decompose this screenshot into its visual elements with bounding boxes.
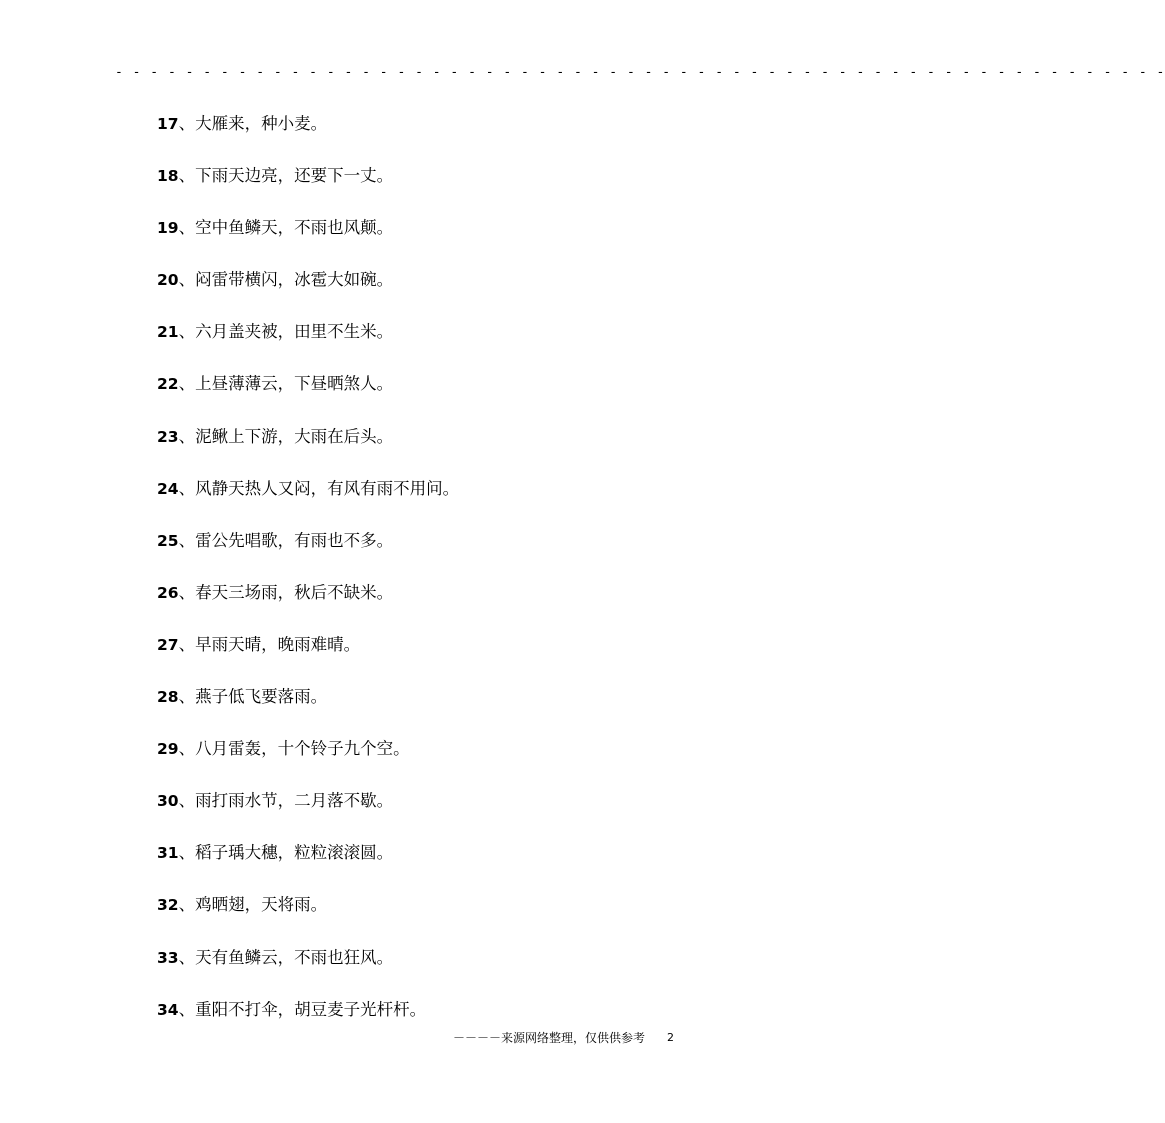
item-separator: 、 xyxy=(178,270,196,290)
item-separator: 、 xyxy=(178,999,196,1019)
item-number: 33 xyxy=(157,948,179,967)
item-text: 燕子低飞要落雨。 xyxy=(195,687,328,707)
item-number: 32 xyxy=(157,896,179,915)
item-number: 30 xyxy=(157,792,179,811)
item-text: 雷公先唱歌，有雨也不多。 xyxy=(195,530,394,550)
item-separator: 、 xyxy=(178,166,196,186)
item-number: 26 xyxy=(157,583,179,602)
item-separator: 、 xyxy=(178,426,196,446)
item-text: 雨打雨水节，二月落不歇。 xyxy=(195,791,394,811)
item-number: 24 xyxy=(157,479,179,498)
proverb-list xyxy=(157,111,677,1049)
item-text: 重阳不打伞，胡豆麦子光杆杆。 xyxy=(195,999,427,1019)
item-text: 闷雷带横闪，冰雹大如碗。 xyxy=(195,270,394,290)
page-number: 2 xyxy=(667,1031,674,1044)
list-item xyxy=(157,840,677,892)
list-item xyxy=(157,684,677,736)
item-separator: 、 xyxy=(178,634,196,654)
page-footer xyxy=(453,1028,683,1048)
item-number: 20 xyxy=(157,271,179,290)
item-separator: 、 xyxy=(178,947,196,967)
item-text: 下雨天边亮，还要下一丈。 xyxy=(195,166,394,186)
list-item xyxy=(157,528,677,580)
item-separator: 、 xyxy=(178,478,196,498)
item-separator: 、 xyxy=(178,374,196,394)
list-item xyxy=(157,267,677,319)
item-text: 风静天热人又闷，有风有雨不用问。 xyxy=(195,478,460,498)
item-text: 天有鱼鳞云，不雨也狂风。 xyxy=(195,947,394,967)
item-separator: 、 xyxy=(178,114,196,133)
item-number: 17 xyxy=(157,115,179,133)
item-number: 31 xyxy=(157,844,179,863)
list-item xyxy=(157,632,677,684)
item-number: 19 xyxy=(157,219,179,238)
item-separator: 、 xyxy=(178,895,196,915)
item-number: 34 xyxy=(157,1000,179,1019)
header-dashed-rule: - - - - - - - - - - - - - - - - - - - - - - - - - - - - - - - - - - - - - - - - - - - - - - - - - - - - - - - - - - - - xyxy=(115,65,1165,80)
item-text: 早雨天晴，晚雨难晴。 xyxy=(195,634,361,654)
item-text: 鸡晒翅，天将雨。 xyxy=(195,895,328,915)
item-number: 27 xyxy=(157,635,179,654)
item-text: 稻子瑀大穗，粒粒滚滚圆。 xyxy=(195,843,394,863)
list-item xyxy=(157,371,677,423)
item-number: 23 xyxy=(157,427,179,446)
item-separator: 、 xyxy=(178,687,196,707)
list-item xyxy=(157,892,677,944)
list-item xyxy=(157,788,677,840)
list-item xyxy=(157,736,677,788)
item-text: 六月盖夹被，田里不生米。 xyxy=(195,322,394,342)
item-text: 春天三场雨，秋后不缺米。 xyxy=(195,582,394,602)
list-item xyxy=(157,476,677,528)
list-item xyxy=(157,215,677,267)
list-item xyxy=(157,424,677,476)
item-number: 28 xyxy=(157,688,179,707)
item-text: 八月雷轰，十个铃子九个空。 xyxy=(195,739,410,759)
footer-source-note: －－－－来源网络整理，仅供供参考 xyxy=(453,1031,646,1045)
item-number: 25 xyxy=(157,531,179,550)
list-item xyxy=(157,163,677,215)
list-item xyxy=(157,319,677,371)
item-separator: 、 xyxy=(178,739,196,759)
item-text: 泥鳅上下游，大雨在后头。 xyxy=(195,426,394,446)
item-separator: 、 xyxy=(178,322,196,342)
list-item xyxy=(157,945,677,997)
item-separator: 、 xyxy=(178,843,196,863)
list-item xyxy=(157,580,677,632)
item-text: 大雁来，种小麦。 xyxy=(195,114,328,133)
item-text: 空中鱼鳞天，不雨也风颠。 xyxy=(195,218,394,238)
item-number: 18 xyxy=(157,167,179,186)
item-separator: 、 xyxy=(178,582,196,602)
item-text: 上昼薄薄云，下昼晒煞人。 xyxy=(195,374,394,394)
item-separator: 、 xyxy=(178,218,196,238)
item-number: 22 xyxy=(157,375,179,394)
item-number: 29 xyxy=(157,740,179,759)
item-separator: 、 xyxy=(178,530,196,550)
item-number: 21 xyxy=(157,323,179,342)
list-item xyxy=(157,111,677,163)
item-separator: 、 xyxy=(178,791,196,811)
